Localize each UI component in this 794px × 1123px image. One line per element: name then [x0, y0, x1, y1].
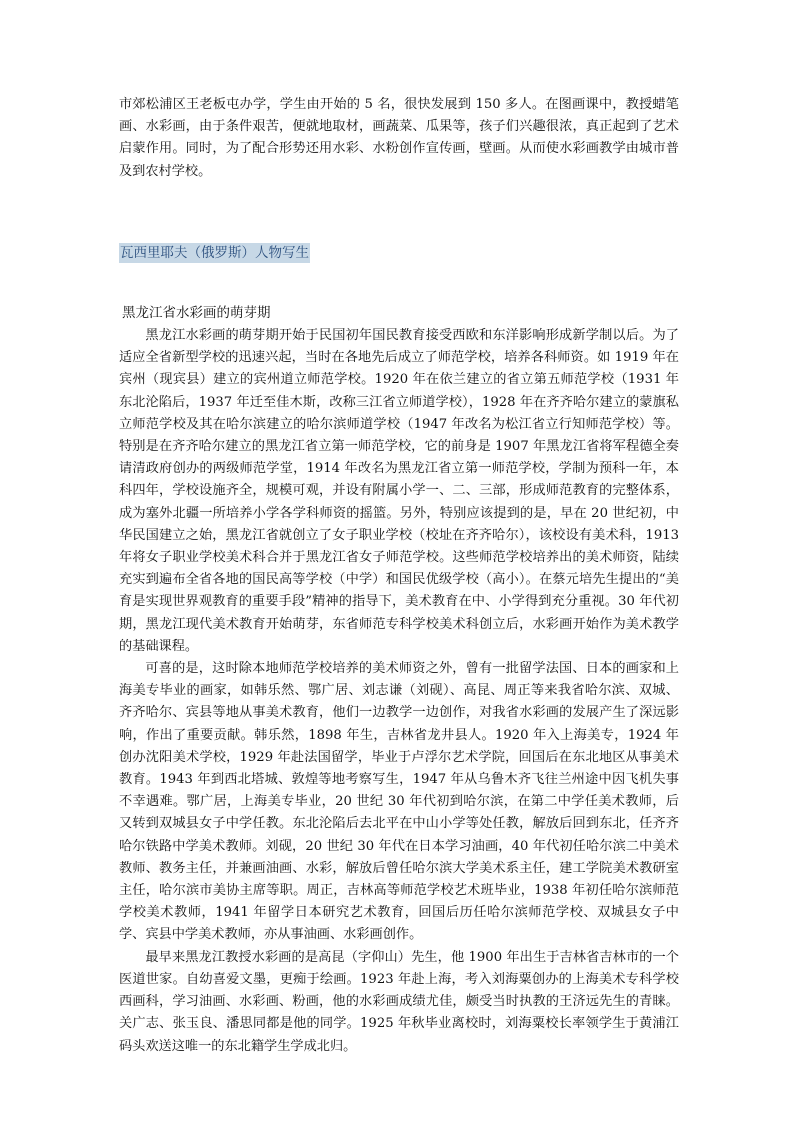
body-paragraph-3: 最早来黑龙江教授水彩画的是高昆（字仰山）先生，他 1900 年出生于吉林省吉林市的一个医道世家。自幼喜爱文墨，更痴于绘画。1923 年赴上海，考入刘海粟创办的上海美术专科学校西画科，学习油画、水彩画、粉画，他的水彩画成绩尤佳，颇受当时执教的王济远先生的青睐。关广志、张玉良、潘思同都是他的同学。1925 年秋毕业离校时，刘海粟校长率领学生于黄浦江码头欢送这唯一的东北籍学生学成北归。 — [119, 949, 679, 1054]
body-text — [119, 325, 679, 1058]
intro-paragraph: 市郊松浦区王老板屯办学，学生由开始的 5 名，很快发展到 150 多人。在图画课中，教授蜡笔画、水彩画，由于条件艰苦，便就地取材，画蔬菜、瓜果等，孩子们兴趣很浓，真正起到了艺术启蒙作用。同时，为了配合形势还用水彩、水粉创作宣传画，壁画。从而使水彩画教学由城市普及到农村学校。 — [119, 97, 679, 179]
image-caption: 瓦西里耶夫（俄罗斯）人物写生 — [120, 245, 309, 261]
section-title: 黑龙江省水彩画的萌芽期 — [122, 305, 271, 321]
body-paragraph-2: 可喜的是，这时除本地师范学校培养的美术师资之外，曾有一批留学法国、日本的画家和上海美专毕业的画家，如韩乐然、鄂广居、刘志谦（刘砚）、高昆、周正等来我省哈尔滨、双城、齐齐哈尔、宾县等地从事美术教育，他们一边教学一边创作，对我省水彩画的发展产生了深远影响，作出了重要贡献。韩乐然，1898 年生，吉林省龙井县人。1920 年入上海美专，1924 年创办沈阳美术学校，1929 年赴法国留学，毕业于卢浮尔艺术学院，回国后在东北地区从事美术教育。1943 年到西北塔城、敦煌等地考察写生，1947 年从乌鲁木齐飞往兰州途中因飞机失事不幸遇难。鄂广居，上海美专毕业，20 世纪 30 年代初到哈尔滨，在第二中学任美术教师，后又转到双城县女子中学任教。东北沦陷后去北平在中山小学等处任教，解放后回到东北，任齐齐哈尔铁路中学美术教师。刘砚，20 世纪 30 年代在日本学习油画，40 年代初任哈尔滨二中美术教师、教务主任，并兼画油画、水彩，解放后曾任哈尔滨大学美术系主任，建工学院美术教研室主任，哈尔滨市美协主席等职。周正，吉林高等师范学校艺术班毕业，1938 年初任哈尔滨师范学校美术教师，1941 年留学日本研究艺术教育，回国后历任哈尔滨师范学校、双城县女子中学、宾县中学美术教师，亦从事油画、水彩画创作。 — [119, 661, 679, 943]
body-paragraph-1: 黑龙江水彩画的萌芽期开始于民国初年国民教育接受西欧和东洋影响形成新学制以后。为了适应全省新型学校的迅速兴起，当时在各地先后成立了师范学校，培养各科师资。如 1919 年在宾州（现宾县）建立的宾州道立师范学校。1920 年在依兰建立的省立第五师范学校（1931 年东北沦陷后，1937 年迁至佳木斯，改称三江省立师道学校），1928 年在齐齐哈尔建立的蒙旗私立师范学校及其在哈尔滨建立的哈尔滨师道学校（1947 年改名为松江省立行知师范学校）等。特别是在齐齐哈尔建立的黑龙江省立第一师范学校，它的前身是 1907 年黑龙江省将军程德全奏请清政府创办的两级师范学堂，1914 年改名为黑龙江省立第一师范学校，学制为预科一年，本科四年，学校设施齐全，规模可观，并设有附属小学一、二、三部，形成师范教育的完整体系，成为塞外北疆一所培养小学各学科师资的摇篮。另外，特别应该提到的是，早在 20 世纪初，中华民国建立之始，黑龙江省就创立了女子职业学校（校址在齐齐哈尔），该校设有美术科，1913 年将女子职业学校美术科合并于黑龙江省女子师范学校。这些师范学校培养出的美术师资，陆续充实到遍布全省各地的国民高等学校（中学）和国民优级学校（高小）。在蔡元培先生提出的“美育是实现世界观教育的重要手段”精神的指导下，美术教育在中、小学得到充分重视。30 年代初期，黑龙江现代美术教育开始萌芽，东省师范专科学校美术科创立后，水彩画开始作为美术教学的基础课程。 — [119, 328, 679, 654]
intro-paragraph-block — [119, 94, 679, 183]
